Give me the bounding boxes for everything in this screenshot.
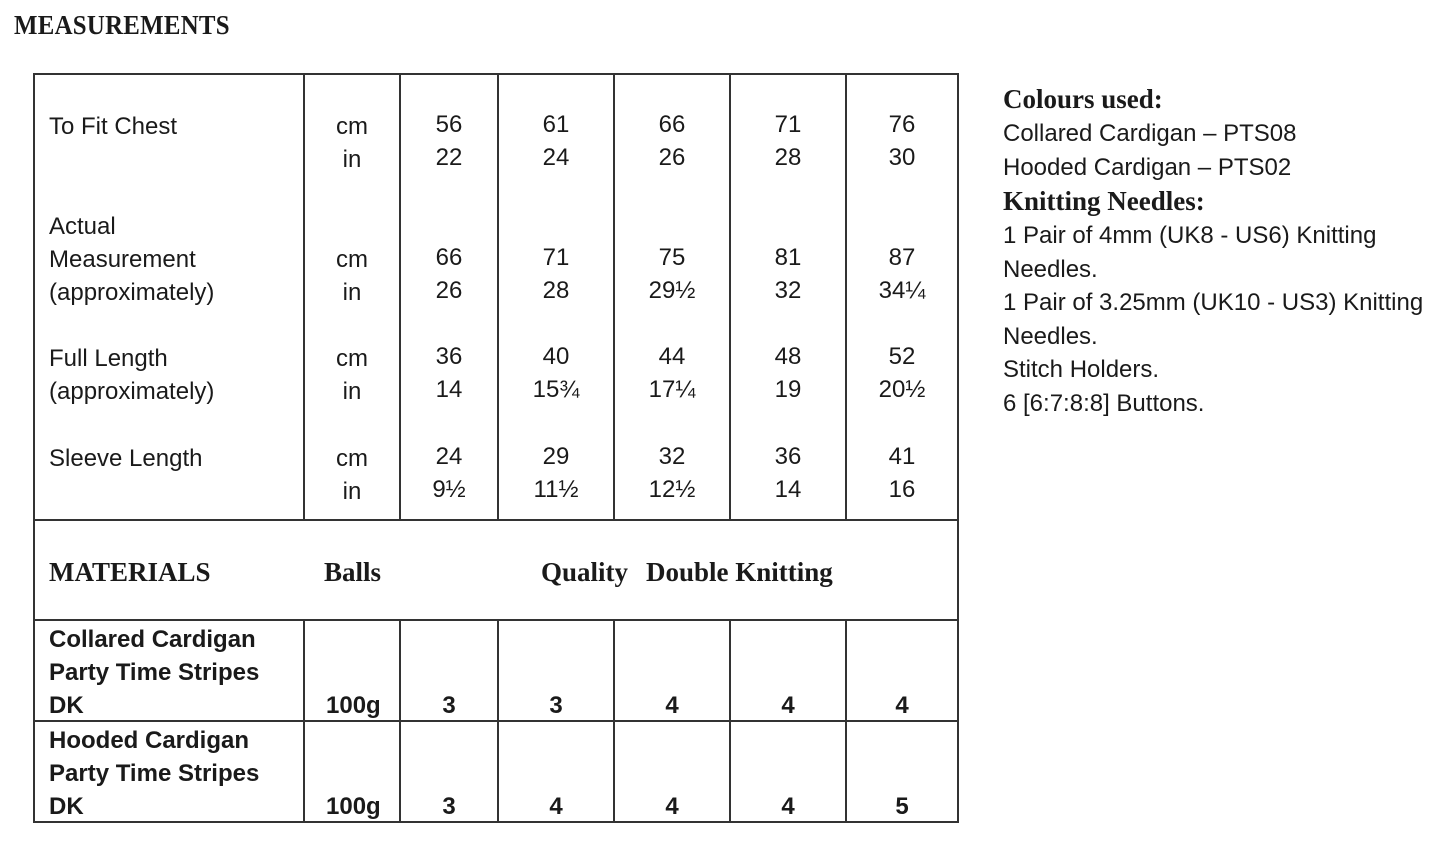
ball-count: 4 [665,793,679,820]
balls-heading: Balls [324,557,382,587]
unit-in: in [342,146,362,173]
table-cell: 15¾ [532,376,580,403]
table-cell: 14 [435,376,463,403]
table-cell: 29½ [648,277,696,304]
page-title: MEASUREMENTS [14,10,230,40]
table-cell: 44 [658,343,686,370]
unit-in: in [342,478,362,505]
colours-heading: Colours used: [1003,84,1163,114]
unit-cm: cm [336,345,368,372]
table-cell: 34¼ [878,277,926,304]
table-cell: 36 [435,343,463,370]
ball-count: 5 [895,793,909,820]
needles-line: 6 [6:7:8:8] Buttons. [1003,389,1205,417]
table-cell: 76 [888,111,916,138]
table-cell: 87 [888,244,916,271]
table-cell: 12½ [648,476,696,503]
yarn-row-label: Hooded Cardigan [49,727,250,754]
needles-heading: Knitting Needles: [1003,186,1205,216]
grid-line [303,619,305,823]
table-cell: 32 [658,443,686,470]
needles-line: 1 Pair of 4mm (UK8 - US6) Knitting [1003,222,1377,249]
table-cell: 22 [435,144,463,171]
yarn-row-label: Party Time Stripes [49,760,260,787]
row-label-full-length: (approximately) [49,378,215,405]
table-cell: 52 [888,343,916,370]
quality-heading: Quality [541,557,629,587]
colour-item: Hooded Cardigan – PTS02 [1003,153,1292,181]
materials-notes [1003,82,1438,420]
table-cell: 71 [774,111,802,138]
table-cell: 30 [888,144,916,171]
table-cell: 14 [774,476,802,503]
row-label-full-length: Full Length [49,345,168,372]
yarn-row-label: Collared Cardigan [49,626,256,653]
table-cell: 41 [888,443,916,470]
row-label-actual-measurement: Actual [49,213,116,240]
ball-count: 3 [442,793,456,820]
quality-value: Double Knitting [646,557,833,587]
table-cell: 40 [542,343,570,370]
needles-line: Stitch Holders. [1003,356,1160,383]
ball-count: 4 [781,793,795,820]
row-label-sleeve-length: Sleeve Length [49,445,203,472]
yarn-weight: 100g [326,692,381,719]
table-cell: 20½ [878,376,926,403]
ball-count: 3 [549,692,563,719]
grid-line [845,619,847,823]
grid-line [33,519,959,521]
table-cell: 75 [658,244,686,271]
table-cell: 81 [774,244,802,271]
table-cell: 26 [658,144,686,171]
row-label-actual-measurement: Measurement [49,246,196,273]
table-cell: 36 [774,443,802,470]
grid-line [613,73,615,521]
grid-line [729,619,731,823]
table-cell: 48 [774,343,802,370]
materials-heading: MATERIALS [49,557,211,587]
ball-count: 3 [442,692,456,719]
grid-line [33,619,959,621]
ball-count: 4 [549,793,563,820]
table-cell: 66 [435,244,463,271]
unit-cm: cm [336,246,368,273]
table-cell: 32 [774,277,802,304]
unit-cm: cm [336,445,368,472]
table-cell: 9½ [432,476,466,503]
unit-in: in [342,378,362,405]
colour-item: Collared Cardigan – PTS08 [1003,120,1297,147]
table-cell: 56 [435,111,463,138]
unit-in: in [342,279,362,306]
ball-count: 4 [895,692,909,719]
table-cell: 24 [435,443,463,470]
table-cell: 16 [888,476,916,503]
yarn-weight: 100g [326,793,381,820]
table-cell: 28 [774,144,802,171]
yarn-row-label: Party Time Stripes [49,659,260,686]
table-cell: 71 [542,244,570,271]
table-cell: 19 [774,376,802,403]
yarn-row-label: DK [49,692,84,719]
ball-count: 4 [665,692,679,719]
ball-count: 4 [781,692,795,719]
table-cell: 28 [542,277,570,304]
table-cell: 26 [435,277,463,304]
grid-line [845,73,847,521]
needles-line: 1 Pair of 3.25mm (UK10 - US3) Knitting [1003,289,1424,316]
table-cell: 29 [542,443,570,470]
grid-line [613,619,615,823]
table-cell: 66 [658,111,686,138]
needles-line: Needles. [1003,255,1098,283]
grid-line [729,73,731,521]
needles-line: Needles. [1003,322,1098,350]
unit-cm: cm [336,113,368,140]
table-cell: 17¼ [648,376,696,403]
yarn-row-label: DK [49,793,84,820]
table-cell: 11½ [533,476,579,503]
row-label-to-fit-chest: To Fit Chest [49,113,178,140]
row-label-actual-measurement: (approximately) [49,279,215,306]
table-cell: 61 [542,111,570,138]
table-cell: 24 [542,144,570,171]
